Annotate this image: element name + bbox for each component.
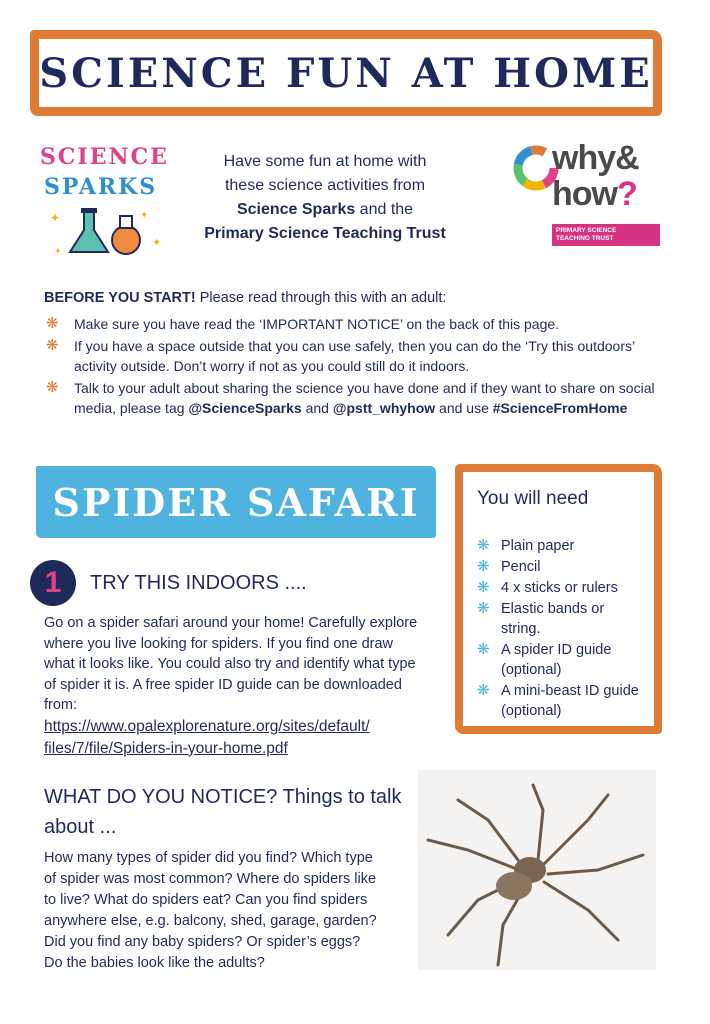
bullet-text: Make sure you have read the ‘IMPORTANT NOTICE’ on the back of this page. [74, 316, 560, 332]
spider-icon [418, 770, 656, 970]
list-item [477, 640, 640, 680]
question-mark: ? [616, 175, 637, 213]
notice-line: anywhere else, e.g. balcony, shed, garage, garden? [44, 913, 377, 929]
spider-photo [418, 770, 656, 970]
intro-line-1: Have some fun at home with [223, 153, 427, 170]
bullet-star-icon: ❋ [46, 315, 59, 332]
section-title: TRY THIS INDOORS .... [90, 572, 307, 594]
need-item: Elastic bands or string. [501, 601, 605, 637]
svg-text:✦: ✦ [140, 210, 149, 221]
bullet-star-icon: ❋ [477, 682, 490, 699]
notice-line: of spider was most common? Where do spiders like [44, 871, 377, 887]
bullet-text: and [301, 400, 333, 416]
why-how-wordmark [552, 140, 639, 212]
list-item [477, 536, 640, 556]
bullet-star-icon: ❋ [477, 600, 490, 617]
svg-text:✦: ✦ [50, 211, 61, 225]
need-item: Pencil [501, 559, 541, 575]
intro-and: and the [355, 201, 414, 218]
need-item: Plain paper [501, 538, 575, 554]
bullet-text: If you have a space outside that you can use safely, then you can do the ‘Try this outdoors’ activity outside. Don’t worry if not as you could still do it indoors. [74, 337, 635, 374]
logo-word-sparks: SPARKS [44, 174, 158, 200]
spider-safari-banner [36, 466, 436, 538]
notice-line: Did you find any baby spiders? Or spider’s eggs? [44, 934, 361, 950]
svg-text:✦: ✦ [152, 236, 162, 249]
flask-icon [36, 202, 168, 262]
banner-title: SPIDER SAFARI [52, 479, 420, 525]
spider-guide-link-cont[interactable] [44, 738, 424, 760]
intro-line-3 [190, 198, 460, 222]
before-list [44, 314, 674, 419]
step-number-badge: 1 [30, 560, 76, 606]
need-heading: You will need [477, 488, 589, 509]
science-sparks-logo [36, 140, 168, 258]
list-item [477, 681, 640, 721]
notice-body [44, 848, 414, 974]
bullet-text: Talk to your adult about sharing the science you have done and if they want to share on social media, please tag [74, 379, 655, 416]
how-line [552, 176, 639, 212]
need-item: A spider ID guide (optional) [501, 642, 612, 678]
notice-heading: WHAT DO YOU NOTICE? Things to talk about ... [44, 786, 402, 838]
badge-line-2: TEACHING TRUST [556, 235, 614, 242]
hashtag: #ScienceFromHome [492, 400, 628, 416]
title-frame [30, 30, 662, 116]
why-how-logo [512, 140, 662, 250]
you-will-need-box [455, 464, 662, 734]
need-item: 4 x sticks or rulers [501, 580, 618, 596]
bullet-star-icon: ❋ [477, 558, 490, 575]
before-heading-bold: BEFORE YOU START! [44, 290, 196, 306]
intro-line-4 [190, 222, 460, 246]
how-word: how [552, 175, 617, 213]
pstt-badge [552, 224, 660, 246]
why-word: why& [552, 139, 639, 177]
tag-pstt: @pstt_whyhow [332, 400, 436, 416]
intro-science-sparks: Science Sparks [236, 201, 356, 218]
bullet-star-icon: ❋ [477, 641, 490, 658]
list-item [477, 599, 640, 639]
tag-science-sparks: @ScienceSparks [188, 400, 302, 416]
bullet-star-icon: ❋ [46, 378, 59, 396]
notice-line: How many types of spider did you find? Which type [44, 850, 373, 866]
bullet-text: and use [435, 400, 493, 416]
page-title: SCIENCE FUN AT HOME [39, 49, 653, 97]
bullet-star-icon: ❋ [46, 336, 59, 354]
before-heading [44, 290, 674, 306]
badge-line-1: PRIMARY SCIENCE [556, 227, 617, 234]
intro-line-2: these science activities from [224, 177, 426, 194]
before-heading-rest: Please read through this with an adult: [195, 290, 447, 306]
intro-pstt: Primary Science Teaching Trust [204, 225, 446, 242]
need-item: A mini-beast ID guide (optional) [501, 683, 639, 719]
list-item [477, 557, 640, 577]
need-list [477, 536, 640, 721]
svg-text:✦: ✦ [54, 247, 62, 257]
list-item [44, 336, 674, 377]
list-item [477, 578, 640, 598]
intro-text [190, 150, 460, 246]
section-body [44, 613, 424, 760]
list-item [44, 314, 674, 335]
notice-line: Do the babies look like the adults? [44, 955, 265, 971]
body-text: Go on a spider safari around your home! Carefully explore where you live looking for spiders. If you find one draw what it looks like. You could also try and identify what type of spider it is. A free spider ID guide can be downloaded from: [44, 615, 418, 713]
link-line-1: https://www.opalexplorenature.org/sites/default/ [44, 717, 370, 735]
bullet-star-icon: ❋ [477, 579, 490, 596]
logo-word-science: SCIENCE [40, 144, 169, 170]
spider-guide-link[interactable] [44, 716, 424, 738]
before-you-start [44, 290, 674, 420]
bullet-star-icon: ❋ [477, 537, 490, 554]
link-line-2: files/7/file/Spiders-in-your-home.pdf [44, 739, 288, 757]
list-item [44, 378, 674, 419]
notice-line: to live? What do spiders eat? Can you find spiders [44, 892, 368, 908]
